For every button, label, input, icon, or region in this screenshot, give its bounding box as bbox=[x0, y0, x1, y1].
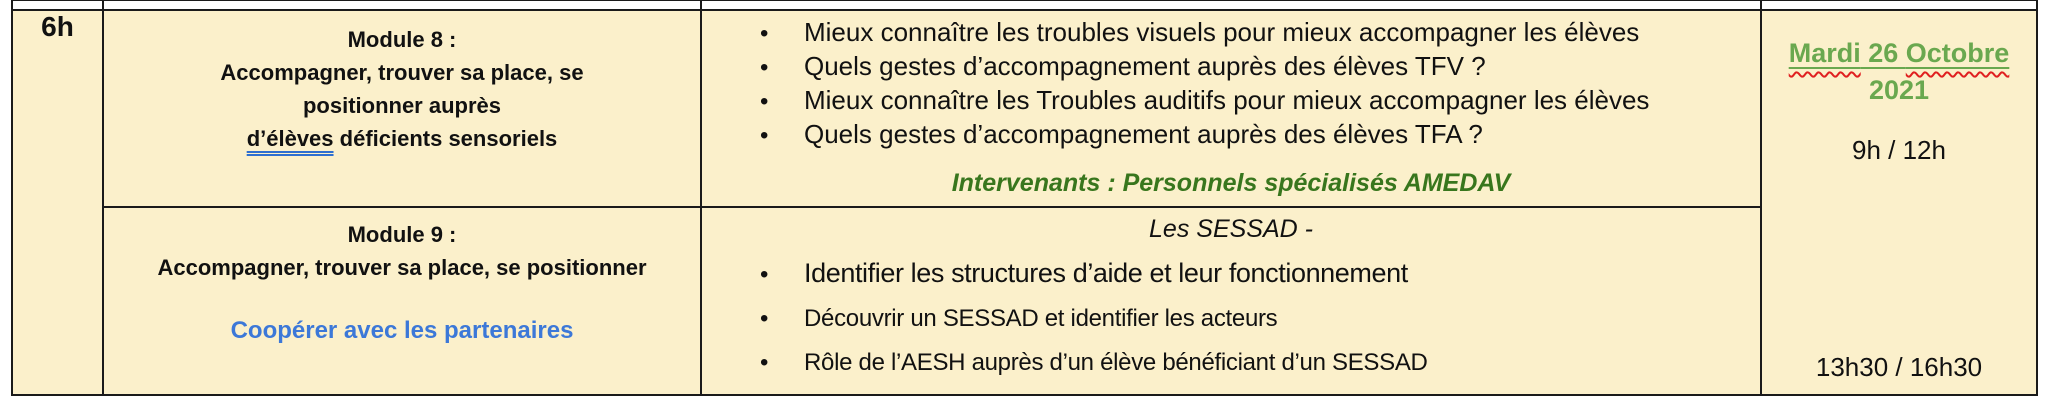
module8-objectives-cell bbox=[701, 10, 1761, 207]
module8-subtitle-line3 bbox=[104, 122, 700, 155]
module9-heading bbox=[104, 208, 700, 347]
module8-title: Module 8 : bbox=[347, 27, 457, 52]
objective-text: Quels gestes d’accompagnement auprès des élèves TFA ? bbox=[804, 119, 1483, 149]
list-item bbox=[702, 347, 1760, 378]
duration-value: 6h bbox=[41, 11, 74, 42]
list-item bbox=[702, 16, 1760, 50]
remnant-cell bbox=[701, 1, 1761, 11]
bullet-icon: • bbox=[760, 349, 769, 376]
module9-subtitle: Accompagner, trouver sa place, se positionner bbox=[157, 255, 647, 280]
remnant-cell bbox=[103, 1, 701, 11]
module8-objectives-list bbox=[702, 16, 1760, 152]
module8-cell bbox=[103, 10, 701, 207]
bullet-icon: • bbox=[760, 20, 769, 47]
afternoon-time-slot: 13h30 / 16h30 bbox=[1815, 352, 1983, 382]
training-schedule-table bbox=[11, 0, 2038, 396]
bullet-icon: • bbox=[760, 261, 769, 288]
objective-text: Identifier les structures d’aide et leur fonctionnement bbox=[804, 258, 1408, 288]
list-item bbox=[702, 50, 1760, 84]
session-date bbox=[1789, 35, 2010, 109]
previous-row-remnant bbox=[12, 1, 2037, 11]
list-item bbox=[702, 84, 1760, 118]
bullet-icon: • bbox=[760, 54, 769, 81]
morning-time-slot: 9h / 12h bbox=[1852, 135, 1946, 165]
remnant-cell bbox=[1761, 1, 2037, 11]
date-line bbox=[1789, 35, 2010, 72]
module8-underlined-word: d’élèves bbox=[246, 126, 334, 151]
objective-text: Mieux connaître les troubles visuels pour mieux accompagner les élèves bbox=[804, 17, 1640, 47]
bullet-icon: • bbox=[760, 122, 769, 149]
module8-heading bbox=[104, 11, 700, 155]
list-item bbox=[702, 303, 1760, 334]
module9-objectives-cell bbox=[701, 207, 1761, 395]
list-item bbox=[702, 118, 1760, 152]
date-year: 2021 bbox=[1868, 75, 1930, 105]
module8-subtitle-line3-rest: déficients sensoriels bbox=[333, 126, 558, 151]
intervenants-note: Intervenants : Personnels spécialisés AMEDAV bbox=[951, 169, 1511, 197]
objective-text: Mieux connaître les Troubles auditifs pour mieux accompagner les élèves bbox=[804, 85, 1650, 115]
objective-text: Quels gestes d’accompagnement auprès des élèves TFV ? bbox=[804, 51, 1486, 81]
remnant-cell bbox=[12, 1, 103, 11]
list-item bbox=[702, 257, 1760, 290]
date-day-number: 26 bbox=[1860, 38, 1906, 68]
module9-title: Module 9 : bbox=[347, 222, 457, 247]
module9-cell bbox=[103, 207, 701, 395]
module8-subtitle-line2: positionner auprès bbox=[302, 93, 502, 118]
bullet-icon: • bbox=[760, 305, 769, 332]
duration-cell bbox=[12, 10, 103, 395]
module9-highlight: Coopérer avec les partenaires bbox=[230, 317, 574, 344]
date-day-word: Mardi bbox=[1788, 38, 1861, 68]
objective-text: Découvrir un SESSAD et identifier les acteurs bbox=[804, 305, 1278, 332]
bullet-icon: • bbox=[760, 88, 769, 115]
sessad-heading: Les SESSAD - bbox=[1149, 215, 1313, 243]
date-month-word: Octobre bbox=[1905, 38, 2010, 68]
schedule-cell bbox=[1761, 10, 2037, 395]
module8-subtitle-line1: Accompagner, trouver sa place, se bbox=[220, 60, 584, 85]
module9-objectives-list bbox=[702, 257, 1760, 378]
objective-text: Rôle de l’AESH auprès d’un élève bénéficiant d’un SESSAD bbox=[804, 349, 1428, 376]
